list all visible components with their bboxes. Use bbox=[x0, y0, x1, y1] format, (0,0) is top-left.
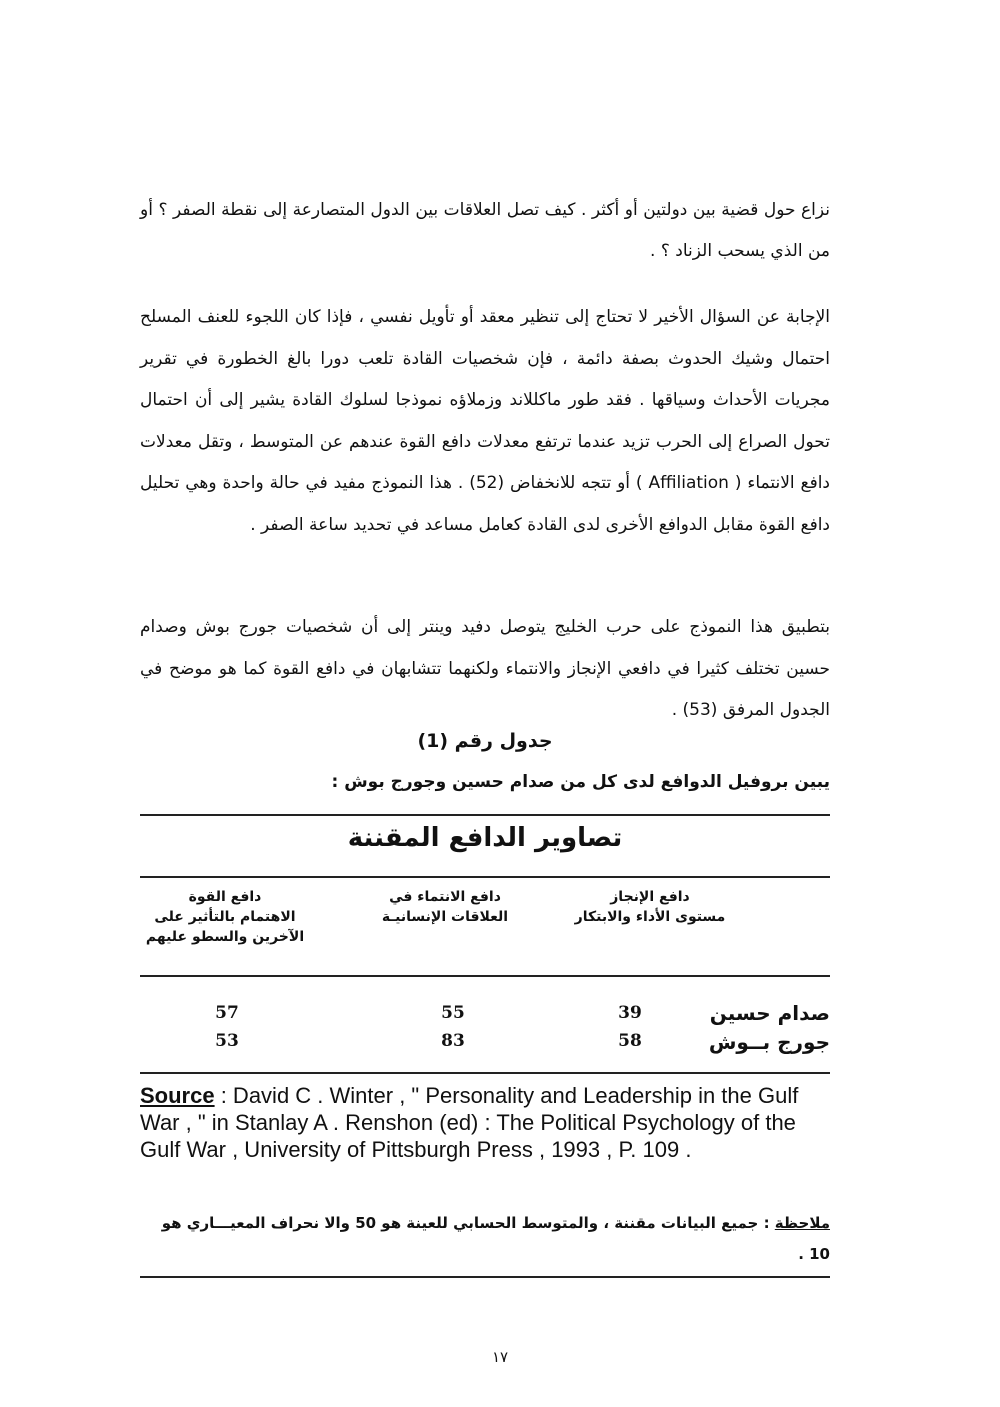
table-cell: 83 bbox=[441, 1031, 465, 1051]
row-label-saddam: صدام حسين bbox=[709, 1001, 830, 1025]
note-text: : جميع البيانات مقننة ، والمتوسط الحسابي للعينة هو 50 والا نحراف المعيـــاري هو 10 . bbox=[161, 1214, 830, 1263]
source-label: Source bbox=[140, 1083, 215, 1108]
table-cell: 57 bbox=[215, 1003, 239, 1023]
column-header-affiliation bbox=[345, 887, 545, 927]
table-header-rule bbox=[140, 876, 830, 878]
paragraph-3: بتطبيق هذا النموذج على حرب الخليج يتوصل دفيد وينتر إلى أن شخصيات جورج بوش وصدام حسين تختلف كثيرا في دافعي الإنجاز والانتماء ولكنهما تتشابهان في دافع القوة كما هو موضح في الجدول المرفق (53) . bbox=[140, 617, 830, 720]
row-label-bush: جورج بــوش bbox=[708, 1030, 830, 1054]
table-cell: 55 bbox=[441, 1003, 465, 1023]
table-cell: 39 bbox=[618, 1003, 642, 1023]
source-citation bbox=[140, 1082, 830, 1163]
paragraph-1: نزاع حول قضية بين دولتين أو أكثر . كيف تصل العلاقات بين الدول المتصارعة إلى نقطة الصفر ؟ أو من الذي يسحب الزناد ؟ . bbox=[140, 200, 830, 261]
column-title: دافع الإنجاز bbox=[610, 889, 690, 905]
column-title: دافع الانتماء في bbox=[389, 889, 501, 905]
column-title: دافع القوة bbox=[188, 889, 262, 905]
source-text: : David C . Winter , " Personality and Leadership in the Gulf War , " in Stanlay A . Renshon (ed) : The Political Psychology of the Gulf War , University of Pittsburgh Press , 1993 , P. 109 . bbox=[140, 1083, 799, 1162]
table-top-rule bbox=[140, 814, 830, 816]
column-subtitle: العلاقات الإنسانيـة bbox=[381, 909, 509, 925]
column-subtitle: مستوى الأداء والابتكار bbox=[574, 909, 726, 925]
table-caption: يبين بروفيل الدوافع لدى كل من صدام حسين وجورج بوش : bbox=[331, 772, 830, 792]
column-header-power bbox=[135, 887, 315, 947]
table-header: تصاوير الدافع المقننة bbox=[347, 823, 623, 853]
column-subtitle: الاهتمام بالتأثير على الآخرين والسطو عليهم bbox=[145, 909, 305, 945]
column-header-achievement bbox=[540, 887, 760, 927]
page-number: ١٧ bbox=[491, 1348, 509, 1366]
table-note bbox=[140, 1208, 830, 1270]
footer-rule bbox=[140, 1276, 830, 1278]
table-cell: 58 bbox=[618, 1031, 642, 1051]
table-cell: 53 bbox=[215, 1031, 239, 1051]
note-label: ملاحظة bbox=[774, 1214, 830, 1232]
table-columns-rule bbox=[140, 975, 830, 977]
table-bottom-rule bbox=[140, 1072, 830, 1074]
paragraph-2: الإجابة عن السؤال الأخير لا تحتاج إلى تنظير معقد أو تأويل نفسي ، فإذا كان اللجوء للعنف المسلح احتمال وشيك الحدوث بصفة دائمة ، فإن شخصيات القادة تلعب دورا بالغ الخطورة في تقرير مجريات الأحداث وسياقها . فقد طور ماكللاند وزملاؤه نموذجا لسلوك القادة يشير إلى أن احتمال تحول الصراع إلى الحرب تزيد عندما ترتفع معدلات دافع القوة عندهم عن المتوسط ، وتقل معدلات دافع الانتماء ( Affiliation ) أو تتجه للانخفاض (52) . هذا النموذج مفيد في حالة واحدة وهي تحليل دافع القوة مقابل الدوافع الأخرى لدى القادة كعامل مساعد في تحديد ساعة الصفر . bbox=[140, 307, 831, 535]
table-title: جدول رقم (1) bbox=[417, 730, 553, 752]
